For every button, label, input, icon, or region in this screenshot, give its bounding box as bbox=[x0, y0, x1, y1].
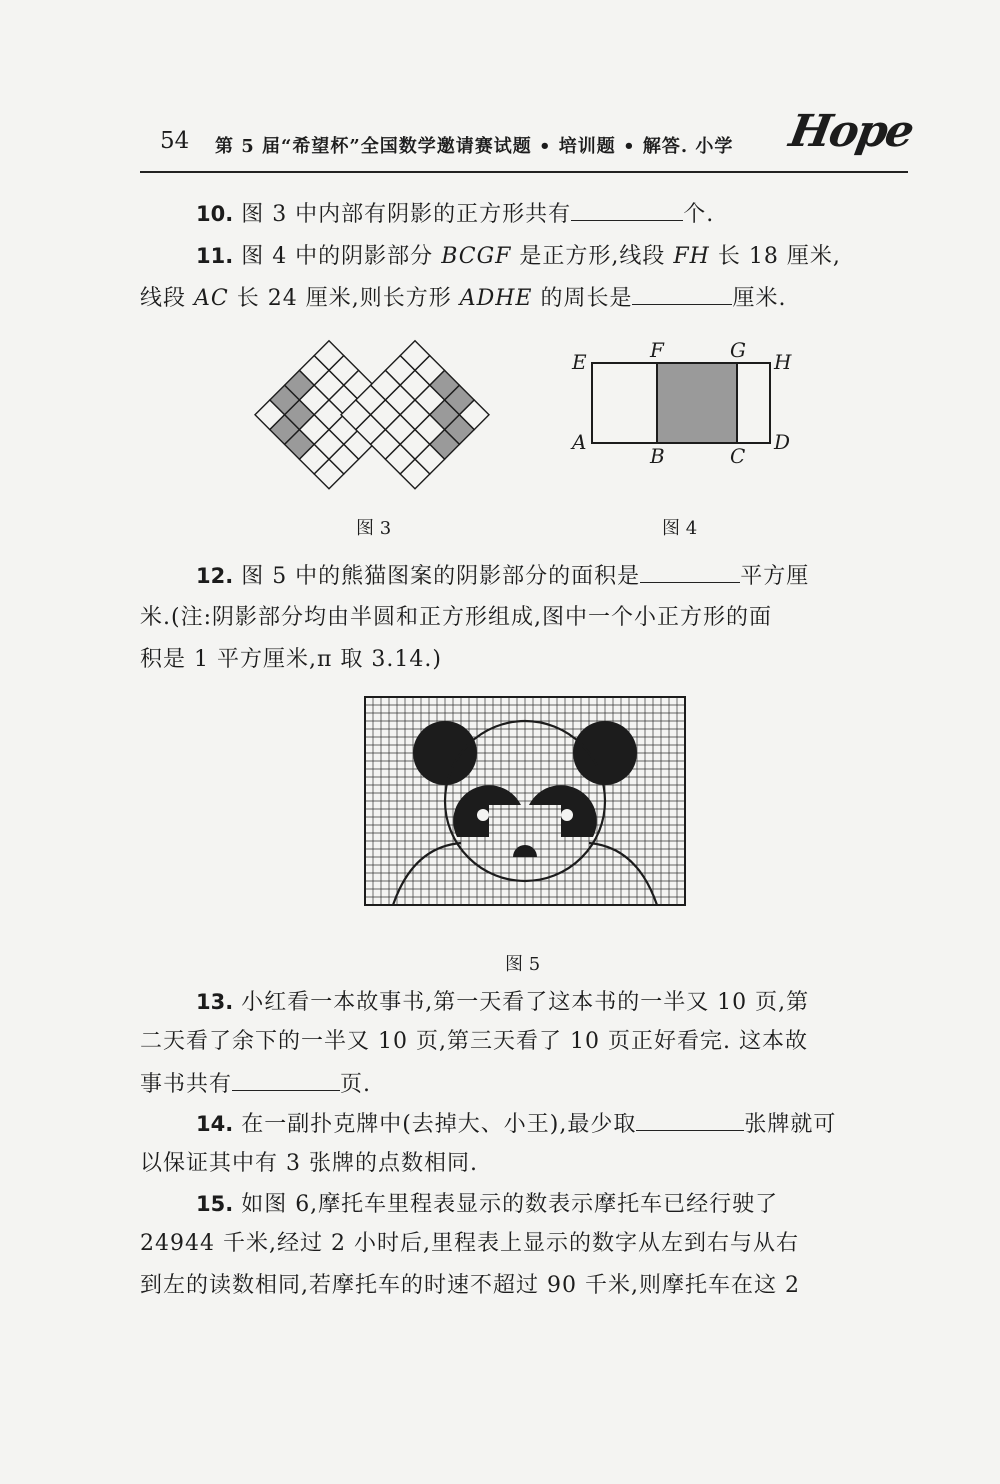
hope-logo: Hope bbox=[785, 106, 917, 157]
question-text: 如图 6,摩托车里程表显示的数表示摩托车已经行驶了 bbox=[233, 1192, 779, 1217]
question-number: 13. bbox=[196, 990, 234, 1014]
question-11-line-1 bbox=[140, 240, 968, 273]
header-rule bbox=[140, 171, 908, 173]
question-text: 厘米. bbox=[732, 286, 787, 311]
question-12-line-1 bbox=[140, 560, 968, 593]
question-10 bbox=[140, 198, 968, 231]
question-text: 是正方形,线段 bbox=[511, 244, 674, 269]
label-f: F bbox=[650, 338, 664, 362]
panda-left-eye bbox=[477, 809, 489, 821]
panda-right-ear bbox=[573, 721, 637, 785]
question-text: 24944 千米,经过 2 小时后,里程表上显示的数字从左到右与从右 bbox=[140, 1231, 799, 1256]
question-text: 米.(注:阴影部分均由半圆和正方形组成,图中一个小正方形的面 bbox=[140, 605, 772, 630]
panda-right-eye bbox=[561, 809, 573, 821]
question-text: 积是 1 平方厘米,π 取 3.14.) bbox=[140, 647, 442, 672]
panda-body-left bbox=[393, 843, 461, 905]
label-g: G bbox=[730, 338, 746, 362]
math-variable: AC bbox=[194, 286, 229, 311]
label-a: A bbox=[572, 430, 587, 454]
math-variable: ADHE bbox=[459, 286, 533, 311]
question-text: 页. bbox=[340, 1072, 372, 1097]
answer-blank[interactable] bbox=[640, 560, 740, 583]
question-12-line-3 bbox=[140, 644, 912, 676]
question-number: 10. bbox=[196, 202, 234, 226]
panda-nose bbox=[513, 845, 537, 857]
panda-left-ear bbox=[413, 721, 477, 785]
answer-blank[interactable] bbox=[232, 1068, 340, 1091]
question-number: 14. bbox=[196, 1112, 234, 1136]
question-text: 到左的读数相同,若摩托车的时速不超过 90 千米,则摩托车在这 2 bbox=[140, 1273, 800, 1298]
question-number: 11. bbox=[196, 244, 234, 268]
question-13-line-3 bbox=[140, 1068, 912, 1101]
question-12-line-2 bbox=[140, 602, 912, 634]
shaded-square-bcgf bbox=[657, 363, 737, 443]
question-text: 线段 bbox=[140, 286, 194, 311]
page-number: 54 bbox=[160, 128, 190, 154]
question-text: 平方厘 bbox=[740, 564, 810, 589]
label-c: C bbox=[730, 444, 746, 468]
grid-lines bbox=[365, 697, 685, 905]
answer-blank[interactable] bbox=[632, 282, 732, 305]
figure-4-rectangle bbox=[560, 335, 800, 475]
figure-3-diamond-grids bbox=[255, 326, 490, 476]
question-14-line-2 bbox=[140, 1148, 912, 1180]
question-text: 的周长是 bbox=[532, 286, 633, 311]
question-number: 15. bbox=[196, 1192, 234, 1216]
question-11-line-2 bbox=[140, 282, 912, 315]
question-text: 长 18 厘米, bbox=[709, 244, 841, 269]
figure-3-caption: 图 3 bbox=[356, 518, 392, 539]
label-b: B bbox=[650, 444, 665, 468]
question-text: 小红看一本故事书,第一天看了这本书的一半又 10 页,第 bbox=[233, 990, 810, 1015]
math-variable: BCGF bbox=[441, 244, 512, 269]
figure-4-caption: 图 4 bbox=[662, 518, 698, 539]
question-text: 图 3 中内部有阴影的正方形共有 bbox=[233, 202, 572, 227]
question-text: 在一副扑克牌中(去掉大、小王),最少取 bbox=[233, 1112, 637, 1137]
running-header-title: 第 5 届“希望杯”全国数学邀请赛试题 • 培训题 • 解答. 小学 bbox=[215, 136, 734, 157]
math-variable: FH bbox=[673, 244, 710, 269]
panda-body-right bbox=[589, 843, 657, 905]
question-13-line-1 bbox=[140, 986, 968, 1019]
figure-5-caption: 图 5 bbox=[505, 954, 541, 975]
answer-blank[interactable] bbox=[636, 1108, 744, 1131]
question-14-line-1 bbox=[140, 1108, 968, 1141]
question-15-line-3 bbox=[140, 1270, 912, 1302]
question-text: 图 4 中的阴影部分 bbox=[233, 244, 442, 269]
question-13-line-2 bbox=[140, 1026, 912, 1058]
question-15-line-2 bbox=[140, 1228, 912, 1260]
answer-blank[interactable] bbox=[571, 198, 683, 221]
label-e: E bbox=[572, 350, 587, 374]
question-text: 个. bbox=[683, 202, 715, 227]
label-h: H bbox=[774, 350, 792, 374]
question-text: 张牌就可 bbox=[744, 1112, 837, 1137]
question-text: 图 5 中的熊猫图案的阴影部分的面积是 bbox=[233, 564, 641, 589]
question-text: 二天看了余下的一半又 10 页,第三天看了 10 页正好看完. 这本故 bbox=[140, 1029, 808, 1054]
label-d: D bbox=[774, 430, 791, 454]
question-15-line-1 bbox=[140, 1188, 968, 1221]
question-number: 12. bbox=[196, 564, 234, 588]
figure-5-panda-grid bbox=[365, 697, 685, 905]
question-text: 以保证其中有 3 张牌的点数相同. bbox=[140, 1151, 478, 1176]
question-text: 长 24 厘米,则长方形 bbox=[228, 286, 460, 311]
question-text: 事书共有 bbox=[140, 1072, 233, 1097]
